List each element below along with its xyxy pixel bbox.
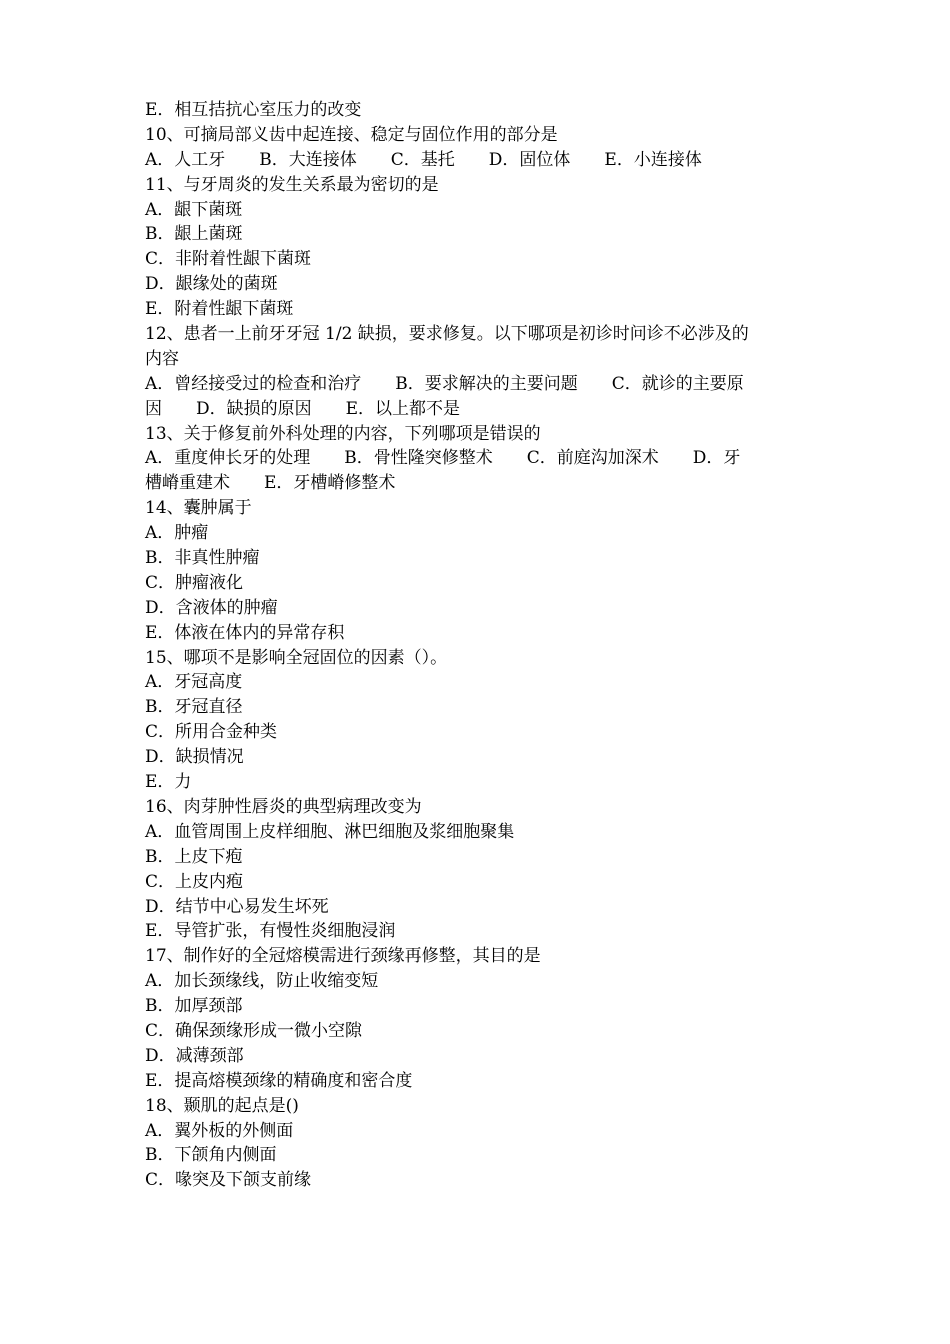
question-14-stem: 14、囊肿属于	[145, 498, 252, 519]
question-11-stem: 11、与牙周炎的发生关系最为密切的是	[145, 174, 439, 195]
option-line: A．肿瘤	[145, 523, 209, 544]
question-16-stem: 16、肉芽肿性唇炎的典型病理改变为	[145, 796, 422, 817]
option-line: D．含液体的肿瘤	[145, 597, 278, 618]
option-line: C．上皮内疱	[145, 871, 244, 892]
document-page	[145, 98, 810, 1193]
question-12-stem-cont: 内容	[145, 348, 179, 369]
option-line: B．下颌角内侧面	[145, 1145, 277, 1166]
option-line: D．减薄颈部	[145, 1045, 244, 1066]
question-12-options: A．曾经接受过的检查和治疗 B．要求解决的主要问题 C．就诊的主要原	[145, 373, 744, 394]
option-line: D．缺损情况	[145, 747, 244, 768]
option-line: E．附着性龈下菌斑	[145, 299, 294, 320]
option-line: A．血管周围上皮样细胞、淋巴细胞及浆细胞聚集	[145, 821, 515, 842]
question-17-stem: 17、制作好的全冠熔模需进行颈缘再修整，其目的是	[145, 946, 541, 967]
question-10-options: A．人工牙 B．大连接体 C．基托 D．固位体 E．小连接体	[145, 149, 702, 170]
option-line: E．相互拮抗心室压力的改变	[145, 100, 362, 120]
option-line: D．龈缘处的菌斑	[145, 274, 278, 295]
question-13-options: A．重度伸长牙的处理 B．骨性隆突修整术 C．前庭沟加深术 D．牙	[145, 448, 741, 469]
question-10-stem: 10、可摘局部义齿中起连接、稳定与固位作用的部分是	[145, 124, 558, 145]
option-line: B．非真性肿瘤	[145, 548, 260, 569]
option-line: B．上皮下疱	[145, 846, 243, 867]
option-line: C．非附着性龈下菌斑	[145, 249, 312, 270]
option-line: E．导管扩张，有慢性炎细胞浸润	[145, 921, 396, 942]
option-line: D．结节中心易发生坏死	[145, 896, 329, 917]
option-line: B．牙冠直径	[145, 697, 243, 718]
option-line: B．龈上菌斑	[145, 224, 243, 245]
option-line: C．喙突及下颌支前缘	[145, 1170, 312, 1191]
question-12-stem: 12、患者一上前牙牙冠 1/2 缺损，要求修复。以下哪项是初诊时问诊不必涉及的	[145, 324, 749, 345]
option-line: A．龈下菌斑	[145, 199, 243, 220]
option-line: C．所用合金种类	[145, 722, 278, 743]
option-line: C．肿瘤液化	[145, 572, 244, 593]
option-line: B．加厚颈部	[145, 996, 243, 1017]
option-line: E．力	[145, 772, 192, 793]
option-line: A．加长颈缘线，防止收缩变短	[145, 971, 379, 992]
question-18-stem: 18、颞肌的起点是()	[145, 1095, 299, 1116]
question-12-options-cont: 因 D．缺损的原因 E．以上都不是	[145, 398, 461, 419]
question-15-stem: 15、哪项不是影响全冠固位的因素（）。	[145, 647, 448, 668]
question-13-options-cont: 槽嵴重建术 E．牙槽嵴修整术	[145, 473, 396, 494]
option-line: C．确保颈缘形成一微小空隙	[145, 1020, 363, 1041]
option-line: E．提高熔模颈缘的精确度和密合度	[145, 1070, 413, 1091]
option-line: A．翼外板的外侧面	[145, 1120, 294, 1141]
question-13-stem: 13、关于修复前外科处理的内容，下列哪项是错误的	[145, 423, 541, 444]
option-line: A．牙冠高度	[145, 672, 243, 693]
option-line: E．体液在体内的异常存积	[145, 622, 345, 643]
